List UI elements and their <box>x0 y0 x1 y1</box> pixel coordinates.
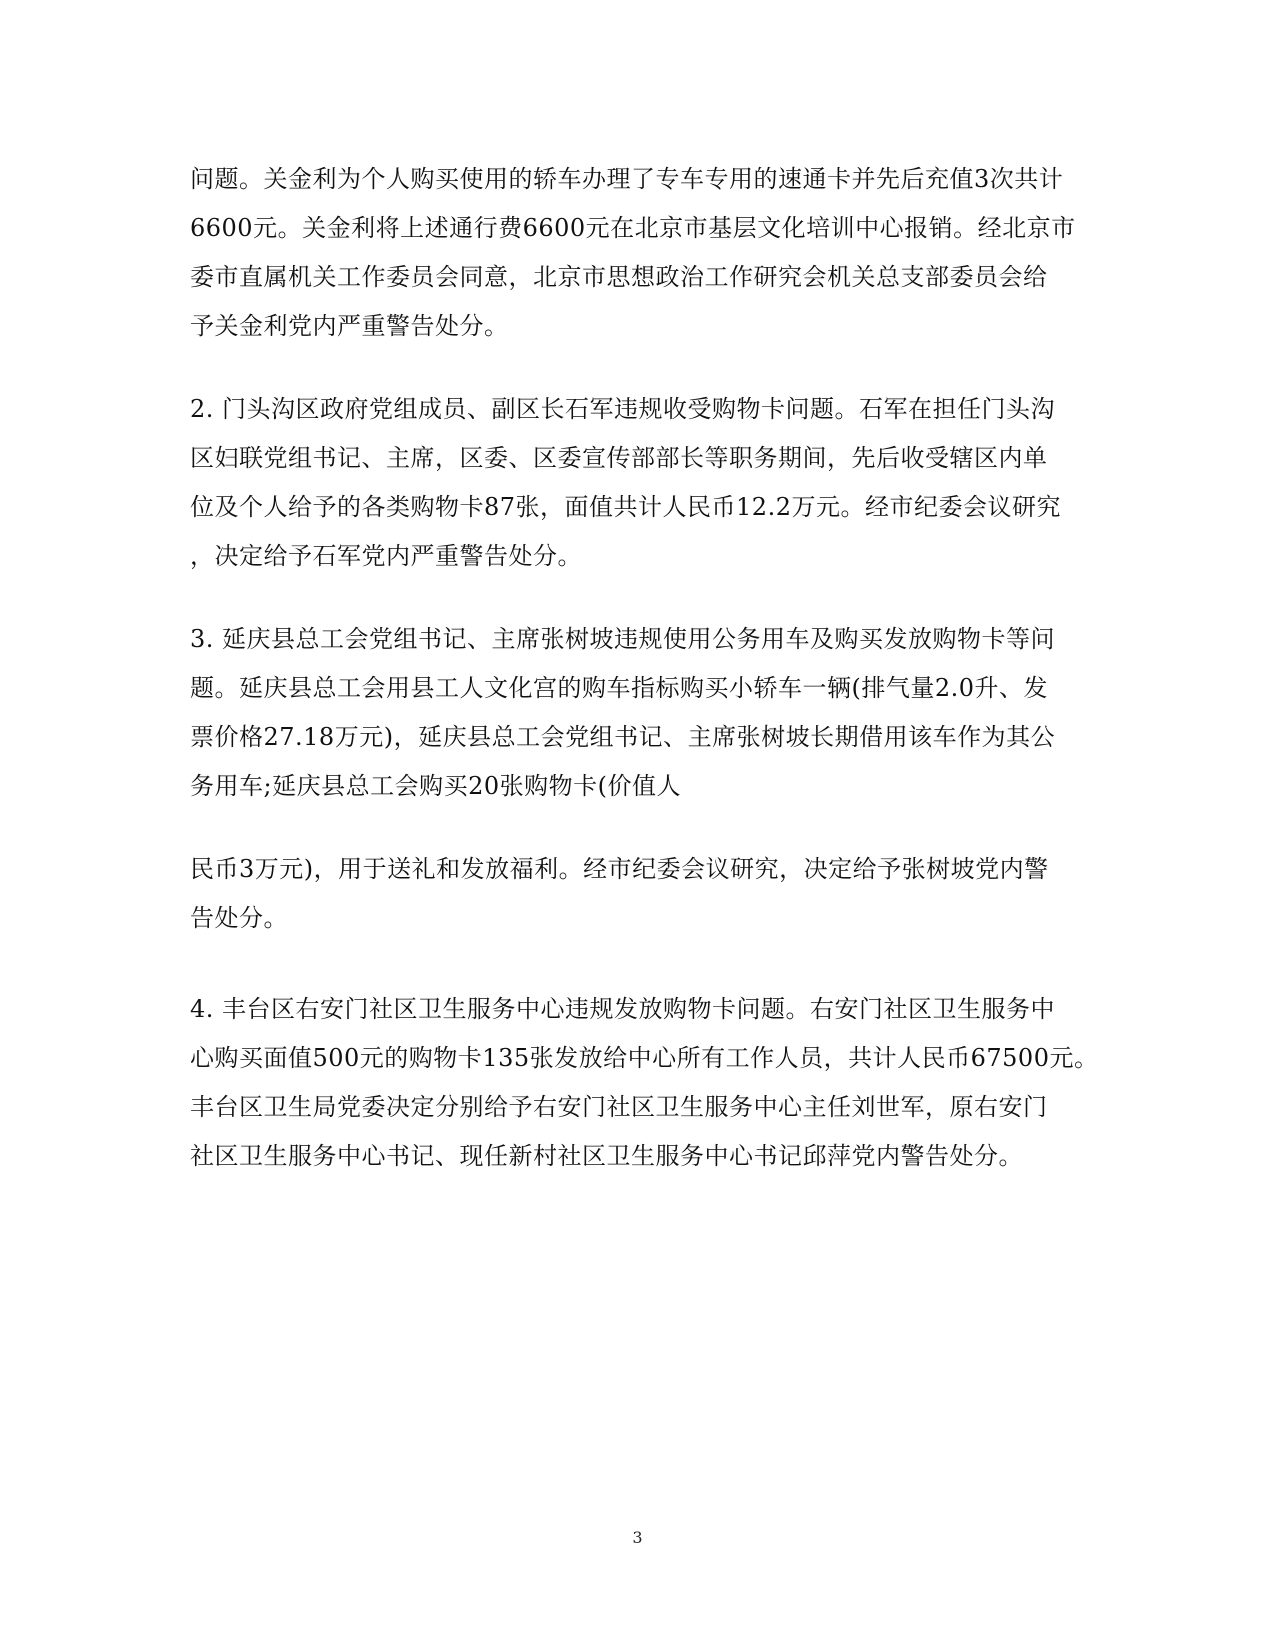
text-line: 丰台区卫生局党委决定分别给予右安门社区卫生服务中心主任刘世军，原右安门 <box>190 1093 1048 1121</box>
text-line: 位及个人给予的各类购物卡87张，面值共计人民币12.2万元。经市纪委会议研究 <box>190 493 1061 521</box>
text-line: 区妇联党组书记、主席，区委、区委宣传部部长等职务期间，先后收受辖区内单 <box>190 444 1048 472</box>
text-line: 题。延庆县总工会用县工人文化宫的购车指标购买小轿车一辆(排气量2.0升、发 <box>190 674 1049 702</box>
text-line: 务用车;延庆县总工会购买20张购物卡(价值人 <box>190 772 681 800</box>
paragraph-item-3-continued <box>190 845 1080 943</box>
paragraph-item-3 <box>190 615 1080 811</box>
text-line: 6600元。关金利将上述通行费6600元在北京市基层文化培训中心报销。经北京市 <box>190 214 1076 242</box>
text-line: 民币3万元)，用于送礼和发放福利。经市纪委会议研究，决定给予张树坡党内警 <box>190 855 1049 883</box>
page-number: 3 <box>632 1528 643 1547</box>
text-line: 心购买面值500元的购物卡135张发放给中心所有工作人员，共计人民币67500元。 <box>190 1044 1099 1072</box>
paragraph-item-4 <box>190 985 1099 1181</box>
text-line: 票价格27.18万元)，延庆县总工会党组书记、主席张树坡长期借用该车作为其公 <box>190 723 1056 751</box>
text-line: 4. 丰台区右安门社区卫生服务中心违规发放购物卡问题。右安门社区卫生服务中 <box>190 995 1056 1023</box>
paragraph-item-2 <box>190 385 1080 581</box>
text-line: ，决定给予石军党内严重警告处分。 <box>190 542 582 570</box>
text-line: 委市直属机关工作委员会同意，北京市思想政治工作研究会机关总支部委员会给 <box>190 263 1048 291</box>
text-line: 社区卫生服务中心书记、现任新村社区卫生服务中心书记邱萍党内警告处分。 <box>190 1142 1023 1170</box>
text-line: 予关金利党内严重警告处分。 <box>190 312 509 340</box>
text-line: 问题。关金利为个人购买使用的轿车办理了专车专用的速通卡并先后充值3次共计 <box>190 165 1064 193</box>
paragraph-guan-jinli <box>190 155 1080 351</box>
text-line: 告处分。 <box>190 904 288 932</box>
text-line: 2. 门头沟区政府党组成员、副区长石军违规收受购物卡问题。石军在担任门头沟 <box>190 395 1056 423</box>
text-line: 3. 延庆县总工会党组书记、主席张树坡违规使用公务用车及购买发放购物卡等问 <box>190 625 1056 653</box>
